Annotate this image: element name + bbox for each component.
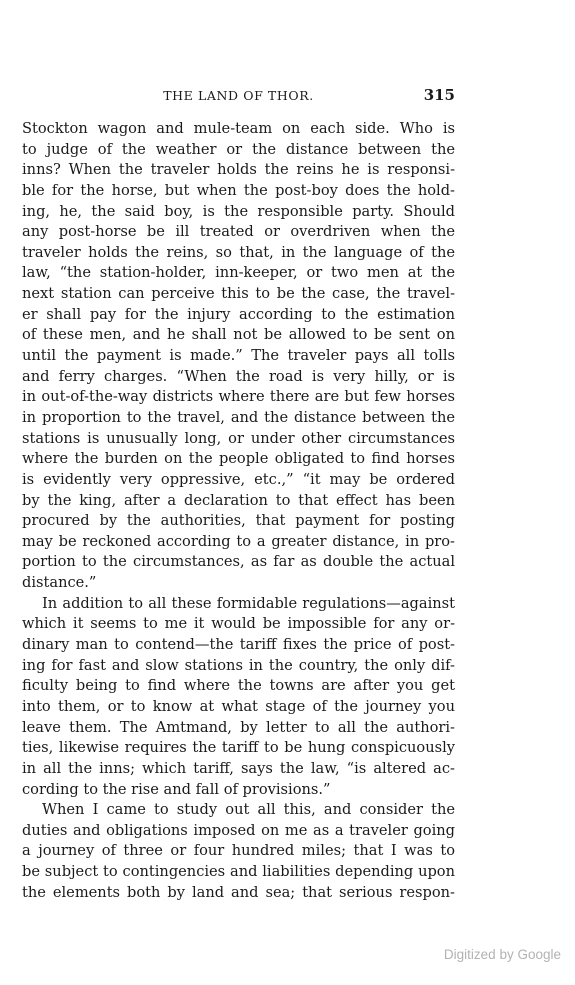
text-line: of these men, and he shall not be allowed to be sent on [22,326,455,344]
text-line: a journey of three or four hundred miles; that I was to [22,842,455,860]
text-line: distance.” [22,574,97,592]
text-line: the elements both by land and sea; that serious respon- [22,883,455,901]
text-line: dinary man to contend—the tariff fixes the price of post- [22,636,455,654]
text-line: cording to the rise and fall of provisions.” [22,780,331,798]
text-line: next station can perceive this to be the case, the travel- [22,285,455,303]
page-number: 315 [423,86,455,104]
text-line: in out-of-the-way districts where there are but few horses [22,388,455,406]
text-line: is evidently very oppressive, etc.,” “it may be ordered [22,470,455,488]
text-line: be subject to contingencies and liabilities depending upon [22,863,455,881]
text-line: ing for fast and slow stations in the country, the only dif- [22,656,455,674]
text-line: ing, he, the said boy, is the responsible party. Should [22,202,455,220]
text-line: law, “the station-holder, inn-keeper, or two men at the [22,264,455,282]
text-line: and ferry charges. “When the road is very hilly, or is [22,367,455,385]
text-line: may be reckoned according to a greater distance, in pro- [22,532,455,550]
text-line: inns? When the traveler holds the reins he is responsi- [22,161,455,179]
text-line: stations is unusually long, or under other circumstances [22,429,455,447]
running-title: THE LAND OF THOR. [163,88,314,103]
text-line: where the burden on the people obligated to find horses [22,450,455,468]
text-line: procured by the authorities, that payment for posting [22,512,455,530]
text-line: portion to the circumstances, as far as double the actual [22,553,455,571]
text-line: ficulty being to find where the towns are after you get [22,677,455,695]
text-line: Stockton wagon and mule-team on each side. Who is [22,120,455,137]
text-line: in proportion to the travel, and the distance between the [22,408,455,426]
text-line: In addition to all these formidable regulations—against [42,594,455,612]
text-line: leave them. The Amtmand, by letter to all the authori- [22,718,455,736]
text-line: er shall pay for the injury according to the estimation [22,305,455,323]
text-line: ties, likewise requires the tariff to be hung conspicuously [22,739,455,757]
text-line: duties and obligations imposed on me as a traveler going [22,821,455,839]
text-line: in all the inns; which tariff, says the law, “is altered ac- [22,759,455,777]
body-text [22,119,455,903]
text-line: until the payment is made.” The traveler pays all tolls [22,347,455,365]
text-line: traveler holds the reins, so that, in the language of the [22,243,455,261]
text-line: any post-horse be ill treated or overdriven when the [22,223,455,241]
text-line: by the king, after a declaration to that effect has been [22,491,455,509]
digitized-watermark: Digitized by Google [443,947,561,962]
running-head [22,86,455,106]
text-line: to judge of the weather or the distance between the [22,140,455,158]
text-line: which it seems to me it would be impossible for any or- [22,615,455,633]
text-line: ble for the horse, but when the post-boy does the hold- [22,181,455,199]
text-line: into them, or to know at what stage of the journey you [22,697,455,715]
text-line: When I came to study out all this, and consider the [42,801,455,819]
